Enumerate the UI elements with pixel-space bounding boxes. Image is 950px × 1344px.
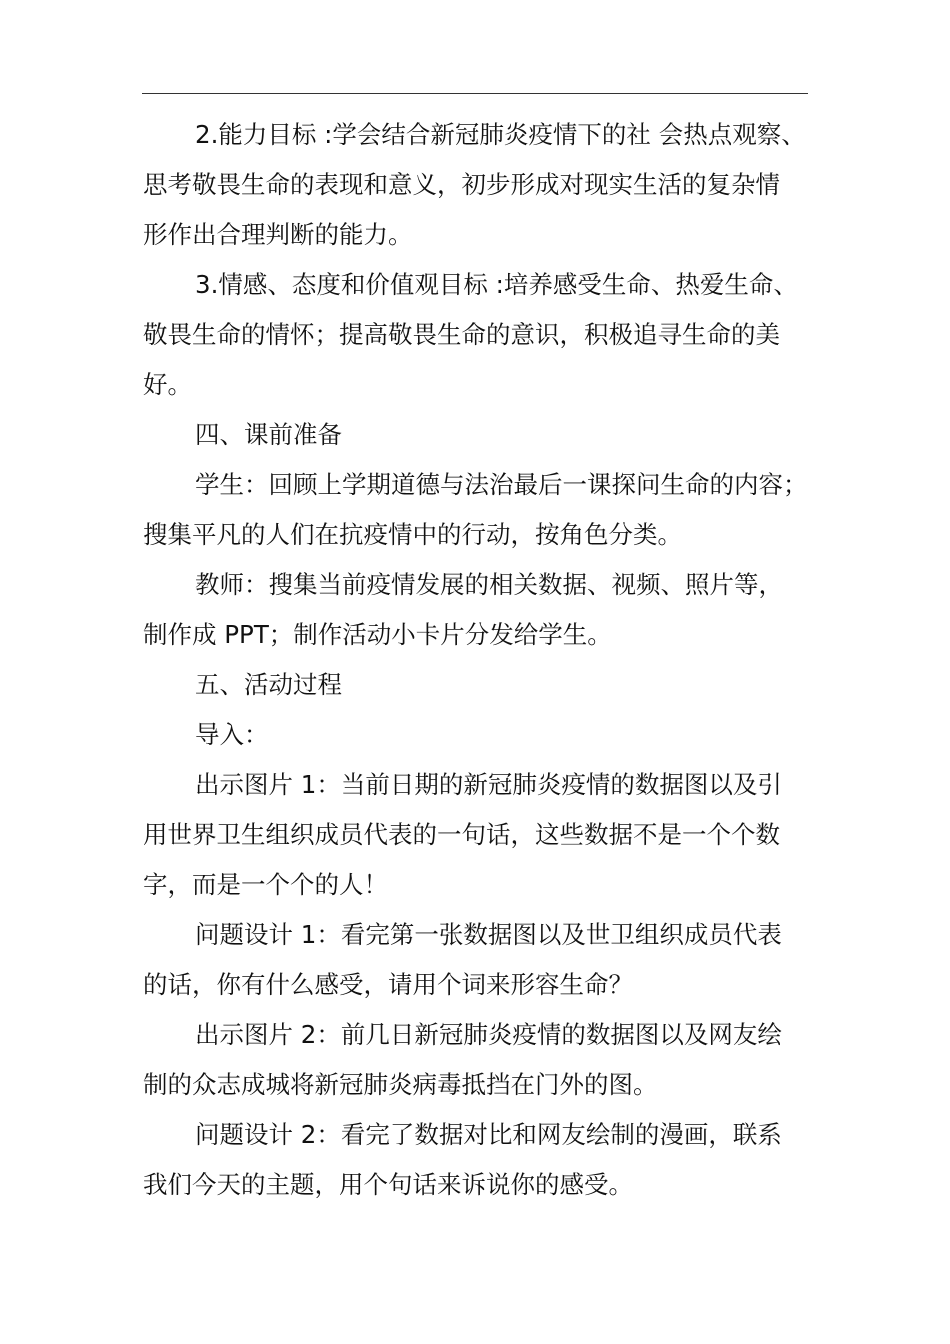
document-body [143, 110, 843, 1210]
text-line: 问题设计 1：看完第一张数据图以及世卫组织成员代表 [195, 920, 782, 949]
text-line: 形作出合理判断的能力。 [143, 220, 413, 249]
text-line: 思考敬畏生命的表现和意义，初步形成对现实生活的复杂情 [143, 170, 780, 199]
paragraph-question-1 [143, 910, 843, 1010]
paragraph-question-2 [143, 1110, 843, 1210]
paragraph-teacher-prep [143, 560, 843, 660]
text-line: 用世界卫生组织成员代表的一句话，这些数据不是一个个数 [143, 820, 780, 849]
text-line: 字，而是一个个的人！ [143, 870, 388, 899]
text-line: 搜集平凡的人们在抗疫情中的行动，按角色分类。 [143, 520, 682, 549]
text-line: 出示图片 1：当前日期的新冠肺炎疫情的数据图以及引 [195, 770, 782, 799]
text-line: 五、活动过程 [195, 670, 342, 699]
paragraph-show-picture-2 [143, 1010, 843, 1110]
text-line: 3.情感、态度和价值观目标 :培养感受生命、热爱生命、 [195, 270, 798, 299]
paragraph-intro [143, 710, 843, 760]
text-line: 制的众志成城将新冠肺炎病毒抵挡在门外的图。 [143, 1070, 658, 1099]
section-heading-process [143, 660, 843, 710]
paragraph-emotion-goal [143, 260, 843, 410]
paragraph-student-prep [143, 460, 843, 560]
text-line: 教师：搜集当前疫情发展的相关数据、视频、照片等， [195, 570, 783, 599]
header-rule [142, 93, 808, 94]
paragraph-show-picture-1 [143, 760, 843, 910]
text-line: 问题设计 2：看完了数据对比和网友绘制的漫画，联系 [195, 1120, 782, 1149]
text-line: 敬畏生命的情怀；提高敬畏生命的意识，积极追寻生命的美 [143, 320, 780, 349]
text-line: 我们今天的主题，用个句话来诉说你的感受。 [143, 1170, 633, 1199]
text-line: 四、课前准备 [195, 420, 342, 449]
text-line: 的话，你有什么感受，请用个词来形容生命？ [143, 970, 633, 999]
paragraph-ability-goal [143, 110, 843, 260]
text-line: 出示图片 2：前几日新冠肺炎疫情的数据图以及网友绘 [195, 1020, 782, 1049]
text-line: 2.能力目标 :学会结合新冠肺炎疫情下的社 会热点观察、 [195, 120, 806, 149]
section-heading-preparation [143, 410, 843, 460]
text-line: 导入： [195, 720, 269, 749]
text-line: 学生：回顾上学期道德与法治最后一课探问生命的内容； [195, 470, 808, 499]
text-line: 好。 [143, 370, 192, 399]
text-line: 制作成 PPT；制作活动小卡片分发给学生。 [143, 620, 612, 649]
